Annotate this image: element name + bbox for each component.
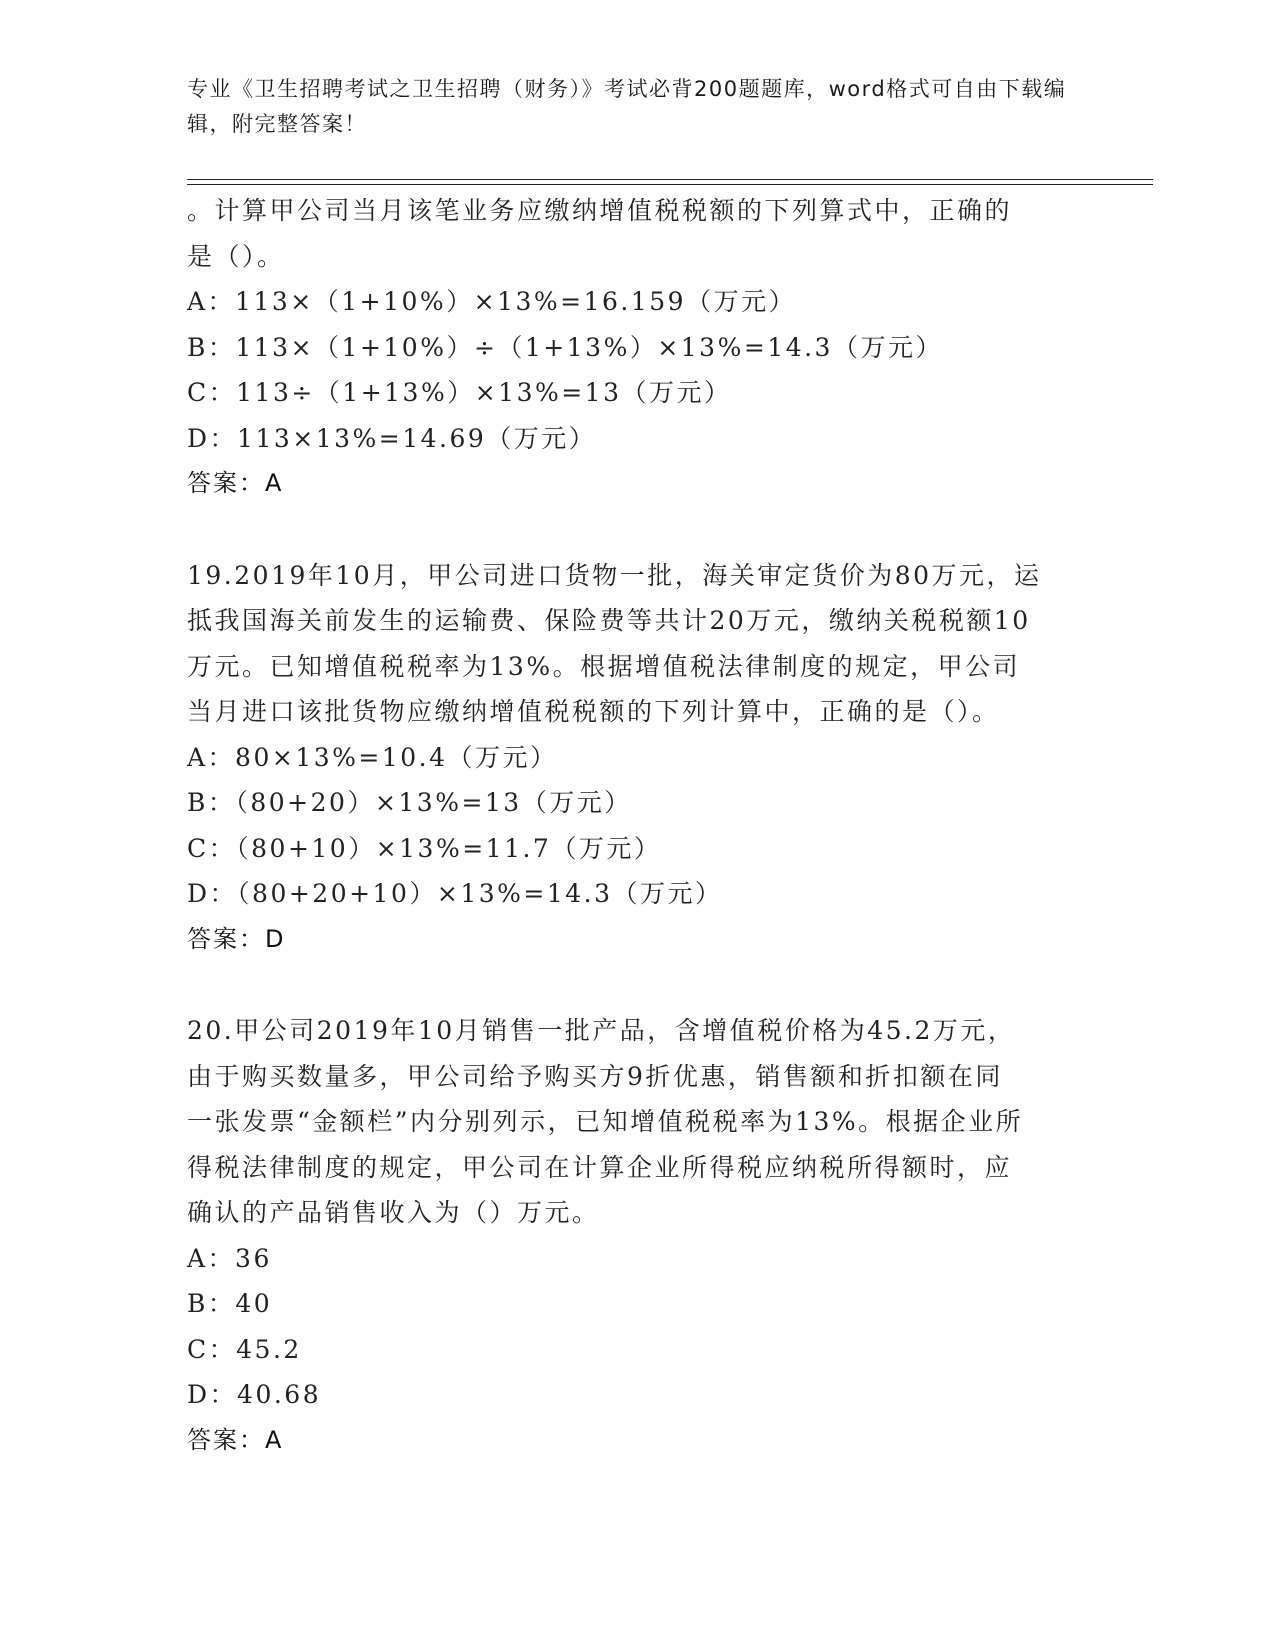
option-c: C：45.2 (187, 1334, 302, 1364)
question-stem-line: 是（）。 (187, 241, 285, 271)
header-divider-top (187, 179, 1153, 180)
option-b: B：40 (187, 1289, 273, 1318)
option-a: A：36 (187, 1243, 272, 1273)
header-divider-bottom (187, 184, 1153, 185)
answer-line: 答案：A (187, 1425, 284, 1454)
option-a: A：80×13%=10.4（万元） (187, 742, 558, 772)
question-stem-line: 一张发票“金额栏”内分别列示，已知增值税税率为13%。根据企业所 (187, 1107, 1024, 1136)
question-stem-line: 由于购买数量多，甲公司给予购买方9折优惠，销售额和折扣额在同 (187, 1061, 1003, 1091)
option-c: C：113÷（1+13%）×13%=13（万元） (187, 378, 732, 407)
option-d: D：113×13%=14.69（万元） (187, 423, 597, 453)
question-stem-line: 。计算甲公司当月该笔业务应缴纳增值税税额的下列算式中，正确的 (187, 196, 1013, 225)
option-a: A：113×（1+10%）×13%=16.159（万元） (187, 287, 797, 316)
question-stem-line: 万元。已知增值税税率为13%。根据增值税法律制度的规定，甲公司 (187, 651, 1021, 681)
answer-line: 答案：A (187, 469, 284, 497)
question-stem-line: 得税法律制度的规定，甲公司在计算企业所得税应纳税所得额时，应 (187, 1152, 1013, 1182)
option-d: D：40.68 (187, 1380, 322, 1409)
question-block (187, 188, 1087, 507)
question-block (187, 553, 1087, 963)
spacer (187, 962, 1087, 1008)
option-c: C：（80+10）×13%=11.7（万元） (187, 833, 662, 863)
question-stem-line: 确认的产品销售收入为（）万元。 (187, 1198, 600, 1227)
question-stem-line: 抵我国海关前发生的运输费、保险费等共计20万元，缴纳关税税额10 (187, 606, 1031, 635)
option-b: B：113×（1+10%）÷（1+13%）×13%=14.3（万元） (187, 332, 943, 362)
question-block (187, 1008, 1087, 1463)
spacer (187, 507, 1087, 553)
option-d: D：（80+20+10）×13%=14.3（万元） (187, 879, 723, 908)
question-stem-line: 19.2019年10月，甲公司进口货物一批，海关审定货价为80万元，运 (187, 560, 1042, 590)
option-b: B：（80+20）×13%=13（万元） (187, 788, 632, 817)
document-header (187, 72, 1067, 142)
header-title: 专业《卫生招聘考试之卫生招聘（财务）》考试必背200题题库，word格式可自由下载编辑，附完整答案！ (187, 77, 1067, 136)
question-stem-line: 当月进口该批货物应缴纳增值税税额的下列计算中，正确的是（）。 (187, 697, 1000, 726)
question-list (187, 188, 1087, 1463)
answer-line: 答案：D (187, 924, 286, 953)
question-stem-line: 20.甲公司2019年10月销售一批产品，含增值税价格为45.2万元， (187, 1016, 1016, 1045)
